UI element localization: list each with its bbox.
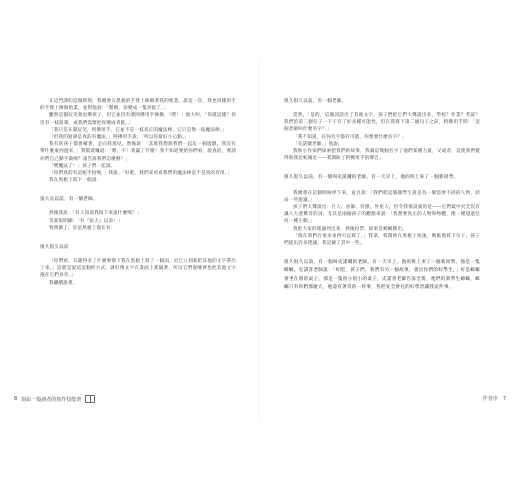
paragraph: 我總會在這個時候停下來，並且說：「我們把這個開學生說是為一個需要不同的人物、結局一些建議。」 [284,190,480,203]
paragraph: 我照做了，於是黑板上現在有： [49,225,116,231]
paragraph: 「史諾爾老師，」他說。 [293,141,343,147]
blackboard-text-block: 很久很久以前，有一個叫史諾爾的老師。有一天早上，他的班上來了一個新同學。他是一隻蟑螂。史諾普老師說：「好吧，孩子們，我們有另一個故事，會出你們的好學生，」好是蟑螂會坐在窗的桌子，那是一隻很小很小的桌子，史諾普老師告訴全班，他們的新學生蟑螂，蟑螂只有你們那麼大，他還有著奇的一件事，各把先全會往的好學習讓我這件事。 [284,260,480,290]
blackboard-heading: 張大長以前，有一個老師。 [40,197,98,203]
paragraph: 「我不知道，任何名字都有可能，你想要什麼名字？」 [293,134,407,140]
paragraph: 然後我說：「有人知道我接下來說什麼嗎？」 [49,211,142,217]
left-text-column [40,98,236,287]
right-footer [483,395,506,402]
paragraph: 當然，「是的，這個詞語出了其他文字，孩子們把它們大聲說出來，學校？作業？考試？我們的第二個句子一下子有了好多種可能性，但在我寫下第二個句子之前，阿佛用手問：「這個老師叫什麼名字？」 [284,113,480,133]
section-title: 作者序 [482,396,498,402]
paragraph: 我繼續說著。 [49,280,78,286]
book-icon [85,395,95,403]
paragraph: 「你們看，有趣得多了什麼事情下我在黑板上寫了一個詞，近它立刻就把其他的文字帶出了來。」這就是說這這個的方式，就好像文字在書面上那個著，所以它們從哪裡也把其他文字拖在它們身旁。」 [40,259,236,279]
paragraph: 在這門課的這個時刻，我總會在黑板的手臂上揮舞著我的始業，說這一次，我也同樣用手的手臂上揮舞始業，並對他說：「嗯嗯，你變成一隻青蛙了。」 [40,99,236,112]
paragraph: 「現在我們有很多東西可以寫了，」我拿，我開始在黑板上快速，興奮地寫下句子，孩子們提出許多建議，我記錄了其中一些。 [284,233,480,247]
paragraph: 答案很明顯：「有『張大』以前！」 [49,218,123,224]
paragraph: 我和小作家們探索把我們的故事，我調這幾個名字了他們某種力量，又或者，這使我們覺得和我比較親近——我期盼了阿佛用手的聲音。 [284,149,480,162]
book-title: 寫給一般讀者的寫作技能書 [21,396,82,403]
blackboard-heading: 很久很久以前，有一個老師。 [284,99,347,104]
paragraph: 「你們真的有這根手指嗎，」我說，「好吧，我們來看看我們的魔法棒是不是真的有用。」 [49,171,232,177]
page-number: 8 [14,396,18,402]
paragraph: 我在黑板上寫下一個詞： [49,178,102,184]
paragraph: 「但我的鉛筆是真的有魔法，」阿佛用手說，「所以你最好小心點。」 [49,135,190,141]
left-footer [14,395,95,403]
page-number: 7 [502,395,506,402]
right-page [260,0,520,500]
paragraph: 我有的孩子都會喊著，走向我那兒，然後說：「其實我想跟我們一起玩一個遊戲，我沒有帶什麼東西過來，」我假裝嚷道：「嗯，不！我贏了什麼！我不知道要給你們看，說真的，要請你們自己動手做嗎？請告訴我們怎麼辦？」 [40,142,236,162]
blackboard-heading: 很久很久以前 [40,245,69,251]
blackboard-heading: 很久很久以前，有一個叫史諾爾的老師。有一天早上，他的班上來了一個新同學。 [284,175,459,181]
paragraph: 「我只是在開玩笑，阿佛用手，它並不是一枝真正的魔法棒，它只是像一枝魔法棒。」 [49,127,227,133]
paragraph: 雖然這個玩笑會逗樂孩子，但它並沒有要阿佛用手揮舞，「嘿！」他大叫，「你就這樣？你沒有一枝鉛筆，或我們需要把你變成青蛙。」 [40,113,236,126]
right-text-column [284,98,480,292]
paragraph: 孩子們大聲說出：巨人、巫師、怪獸、外星人，但令我很訝異的是——它們最中究全沒有讓人大惑驚奇的詞，尤其是兩個孩子的觀點來說：「我想要真正的人物和物體，像一種超過任何一種小動。」 [284,205,480,225]
paragraph: 「嘿魔法了！」孩子們一起說。 [49,163,116,169]
paragraph: 我把大家的建議列出來，然後投票，結果是蟑螂勝出。 [293,226,407,232]
